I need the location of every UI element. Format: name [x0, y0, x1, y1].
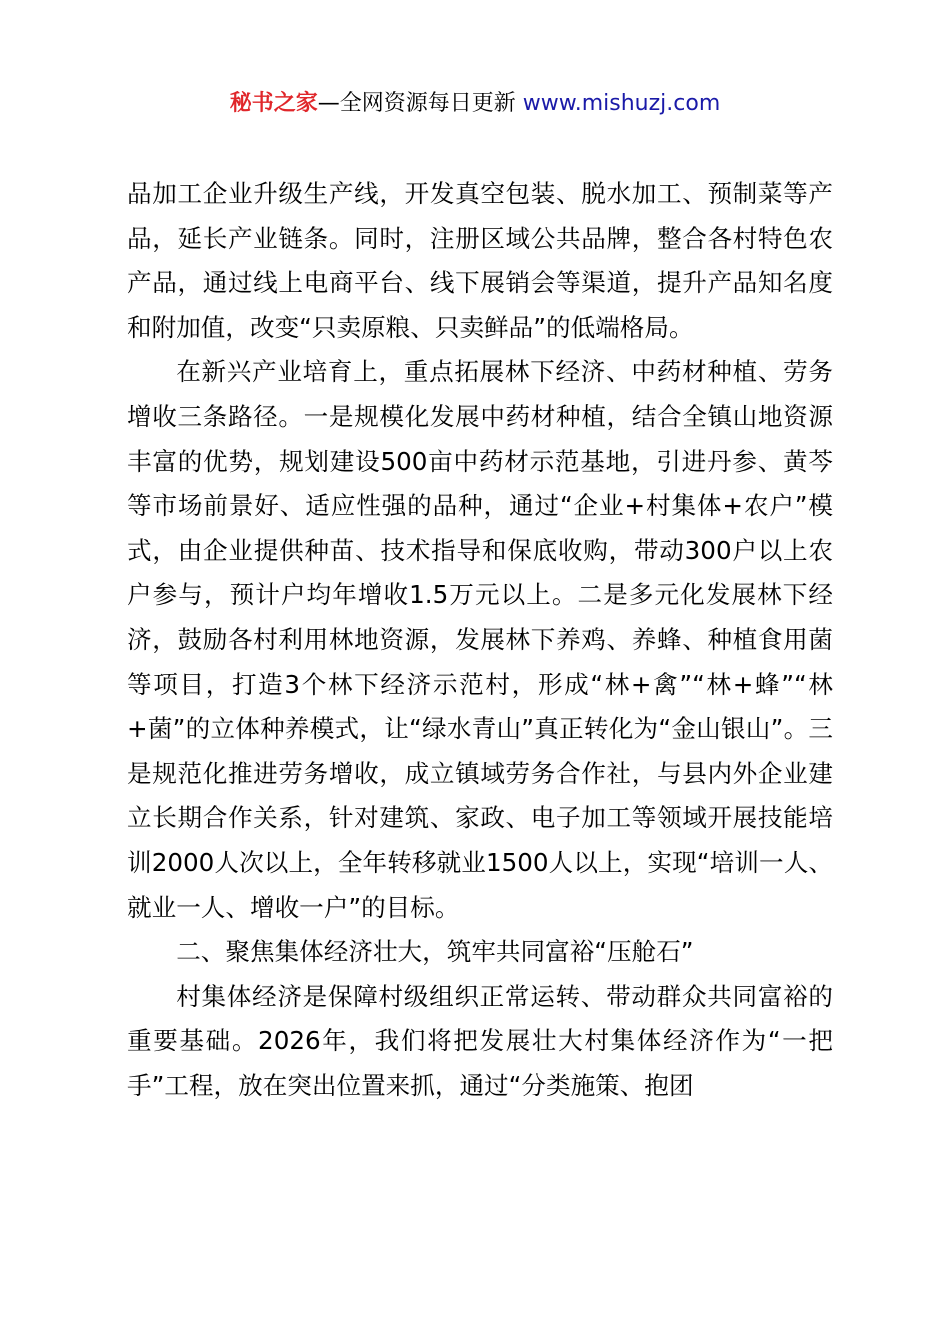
document-body	[127, 172, 833, 1108]
paragraph-emerging-industries: 在新兴产业培育上，重点拓展林下经济、中药材种植、劳务增收三条路径。一是规模化发展中药材种植，结合全镇山地资源丰富的优势，规划建设500亩中药材示范基地，引进丹参、黄芩等市场前景好、适应性强的品种，通过“企业+村集体+农户”模式，由企业提供种苗、技术指导和保底收购，带动300户以上农户参与，预计户均年增收1.5万元以上。二是多元化发展林下经济，鼓励各村利用林地资源，发展林下养鸡、养蜂、种植食用菌等项目，打造3个林下经济示范村，形成“林+禽”“林+蜂”“林+菌”的立体种养模式，让“绿水青山”真正转化为“金山银山”。三是规范化推进劳务增收，成立镇域劳务合作社，与县内外企业建立长期合作关系，针对建筑、家政、电子加工等领域开展技能培训2000人次以上，全年转移就业1500人以上，实现“培训一人、就业一人、增收一户”的目标。	[127, 357, 833, 922]
header-tagline: —全网资源每日更新	[317, 91, 523, 116]
brand-name: 秘书之家	[229, 91, 318, 116]
site-header	[0, 86, 950, 122]
paragraph-collective-economy: 村集体经济是保障村级组织正常运转、带动群众共同富裕的重要基础。2026年，我们将把发展壮大村集体经济作为“一把手”工程，放在突出位置来抓，通过“分类施策、抱团	[127, 981, 833, 1100]
section-heading-collective-economy: 二、聚焦集体经济壮大，筑牢共同富裕“压舱石”	[176, 937, 694, 967]
paragraph-continuation: 品加工企业升级生产线，开发真空包装、脱水加工、预制菜等产品，延长产业链条。同时，注册区域公共品牌，整合各村特色农产品，通过线上电商平台、线下展销会等渠道，提升产品知名度和附加值，改变“只卖原粮、只卖鲜品”的低端格局。	[127, 179, 833, 342]
site-url-link[interactable]: www.mishuzj.com	[522, 91, 721, 116]
